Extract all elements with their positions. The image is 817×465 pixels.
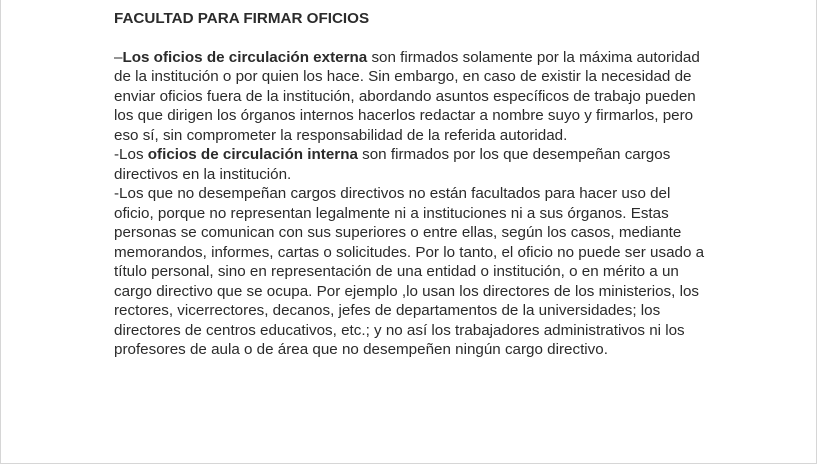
paragraph-prefix: -Los [114, 146, 148, 163]
bold-term-internal: oficios de circulación interna [147, 146, 358, 163]
document-body [114, 9, 714, 360]
bold-term-external: Los oficios de circulación externa [122, 48, 368, 66]
paragraph-internal-circulation [114, 145, 714, 184]
paragraph-non-directive: -Los que no desempeñan cargos directivos no están facultados para hacer uso del oficio, porque no representan legalmente ni a instituciones ni a sus órganos. Estas personas se comunican con sus superiores o entre ellas, según los casos, mediante memorandos, informes, cartas o solicitudes. Por lo tanto, el oficio no puede ser usado a título personal, sino en representación de una entidad o institución, o en mérito a un cargo directivo que se ocupa. Por ejemplo ,lo usan los directores de los ministerios, los rectores, vicerrectores, decanos, jefes de departamentos de la universidades; los directores de centros educativos, etc.; y no así los trabajadores administrativos ni los profesores de aula o de área que no desempeñen ningún cargo directivo. [114, 185, 705, 358]
paragraph-text: son firmados por los que desempeñan cargos directivos en la institución. [114, 146, 671, 183]
paragraph-text: son firmados solamente por la máxima autoridad de la institución o por quien los hace. Sin embargo, en caso de existir la necesidad de enviar oficios fuera de la institución, abordando asuntos específicos de trabajo pueden los que dirigen los órganos internos hacerlos redactar a nombre suyo y firmarlos, pero eso sí, sin comprometer la responsabilidad de la referida autoridad. [114, 48, 700, 144]
paragraph-external-circulation [114, 48, 714, 146]
document-title: FACULTAD PARA FIRMAR OFICIOS [114, 10, 370, 27]
paragraph-prefix: – [114, 48, 123, 66]
